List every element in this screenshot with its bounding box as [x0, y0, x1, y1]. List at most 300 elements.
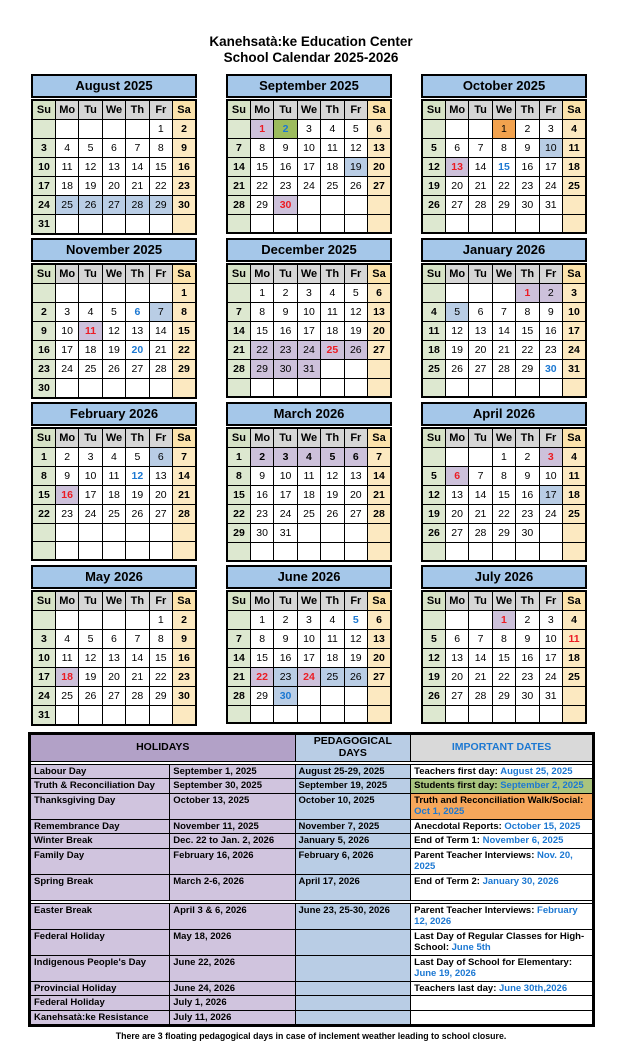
empty-cell	[297, 196, 320, 215]
day-cell: 28	[492, 360, 515, 379]
day-cell: 13	[469, 322, 492, 341]
holiday-date-cell: July 1, 2026	[170, 996, 295, 1011]
day-header-cell: Sa	[563, 100, 586, 120]
day-cell: 24	[55, 360, 78, 379]
day-header-cell: Mo	[250, 591, 273, 611]
day-cell: 5	[344, 284, 367, 303]
empty-cell	[445, 284, 468, 303]
day-cell: 18	[79, 341, 102, 360]
empty-cell	[368, 524, 391, 543]
important-date-value: Oct 1, 2025	[414, 806, 465, 817]
day-cell: 18	[55, 177, 78, 196]
day-cell: 22	[250, 341, 273, 360]
empty-cell	[32, 542, 55, 560]
day-cell: 19	[344, 322, 367, 341]
empty-cell	[368, 686, 391, 705]
day-cell: 1	[250, 120, 273, 139]
day-cell: 29	[149, 686, 172, 705]
day-header-cell: Th	[321, 591, 344, 611]
empty-cell	[297, 705, 320, 723]
day-header-cell: We	[102, 591, 125, 611]
day-cell: 8	[250, 303, 273, 322]
day-cell: 20	[368, 322, 391, 341]
empty-cell	[469, 120, 492, 139]
day-cell: 21	[469, 177, 492, 196]
empty-cell	[368, 196, 391, 215]
day-header-cell: Tu	[274, 428, 297, 448]
day-cell: 7	[469, 467, 492, 486]
month-calendar	[226, 402, 392, 562]
day-cell: 7	[149, 303, 172, 322]
day-cell: 13	[445, 648, 468, 667]
holiday-name-cell: Kanehsatà:ke Resistance	[30, 1010, 170, 1026]
day-header-cell: We	[492, 591, 515, 611]
day-cell: 8	[32, 467, 55, 486]
empty-cell	[563, 379, 586, 397]
empty-cell	[469, 705, 492, 723]
day-cell: 24	[32, 686, 55, 705]
table-row	[30, 929, 594, 955]
day-header-cell: Tu	[79, 428, 102, 448]
day-cell: 4	[563, 448, 586, 467]
day-cell: 21	[227, 667, 250, 686]
day-cell: 9	[516, 139, 539, 158]
day-cell: 17	[274, 486, 297, 505]
day-cell: 7	[173, 448, 196, 467]
important-date-label: Parent Teacher Interviews:	[414, 849, 538, 861]
empty-cell	[102, 610, 125, 629]
day-cell: 16	[55, 486, 78, 505]
day-cell: 18	[102, 486, 125, 505]
holiday-name-cell: Indigenous People's Day	[30, 955, 170, 981]
day-cell: 29	[250, 686, 273, 705]
empty-cell	[55, 610, 78, 629]
empty-cell	[492, 379, 515, 397]
day-cell: 11	[321, 629, 344, 648]
day-cell: 26	[422, 686, 445, 705]
empty-cell	[297, 524, 320, 543]
empty-cell	[79, 705, 102, 725]
day-cell: 3	[55, 303, 78, 322]
day-cell: 9	[173, 139, 196, 158]
day-cell: 4	[563, 120, 586, 139]
day-cell: 7	[469, 629, 492, 648]
empty-cell	[563, 524, 586, 543]
empty-cell	[297, 215, 320, 233]
table-row	[30, 848, 594, 874]
day-header-cell: Tu	[79, 264, 102, 284]
day-cell: 31	[274, 524, 297, 543]
day-cell: 29	[492, 524, 515, 543]
holiday-date-cell: June 22, 2026	[170, 955, 295, 981]
day-header-cell: Mo	[445, 100, 468, 120]
day-cell: 21	[368, 486, 391, 505]
day-cell: 22	[492, 667, 515, 686]
empty-cell	[445, 705, 468, 723]
empty-cell	[149, 524, 172, 542]
empty-cell	[469, 284, 492, 303]
day-cell: 16	[250, 486, 273, 505]
day-header-cell: Fr	[149, 264, 172, 284]
day-cell: 23	[173, 667, 196, 686]
day-cell: 28	[368, 505, 391, 524]
day-header-cell: Sa	[563, 264, 586, 284]
day-cell: 20	[126, 341, 149, 360]
day-cell: 18	[55, 667, 78, 686]
day-cell: 8	[250, 139, 273, 158]
empty-cell	[149, 284, 172, 303]
pedagogical-days-header: PEDAGOGICAL DAYS	[295, 733, 411, 761]
empty-cell	[368, 543, 391, 561]
empty-cell	[321, 196, 344, 215]
important-date-cell	[411, 848, 594, 874]
pedagogical-date-cell: January 5, 2026	[295, 834, 411, 849]
holiday-date-cell: March 2-6, 2026	[170, 874, 295, 900]
day-cell: 9	[274, 139, 297, 158]
day-header-cell: Fr	[539, 264, 562, 284]
day-cell: 31	[539, 196, 562, 215]
empty-cell	[422, 284, 445, 303]
day-cell: 18	[563, 158, 586, 177]
page-title	[0, 34, 622, 66]
empty-cell	[274, 705, 297, 723]
day-header-cell: Sa	[173, 264, 196, 284]
empty-cell	[492, 705, 515, 723]
empty-cell	[321, 543, 344, 561]
important-date-label: Truth and Reconciliation Walk/Social:	[414, 794, 584, 806]
day-header-cell: We	[492, 428, 515, 448]
day-cell: 8	[492, 467, 515, 486]
day-cell: 22	[250, 177, 273, 196]
day-cell: 3	[32, 629, 55, 648]
empty-cell	[297, 543, 320, 561]
day-cell: 14	[469, 158, 492, 177]
day-cell: 14	[173, 467, 196, 486]
day-cell: 10	[297, 303, 320, 322]
empty-cell	[344, 524, 367, 543]
empty-cell	[469, 448, 492, 467]
day-cell: 5	[321, 448, 344, 467]
holidays-header: HOLIDAYS	[30, 733, 296, 761]
day-cell: 14	[149, 322, 172, 341]
day-cell: 24	[79, 505, 102, 524]
empty-cell	[516, 379, 539, 397]
day-header-cell: Mo	[55, 264, 78, 284]
day-cell: 10	[32, 648, 55, 667]
day-cell: 14	[368, 467, 391, 486]
day-cell: 13	[344, 467, 367, 486]
pedagogical-date-cell: October 10, 2025	[295, 793, 411, 819]
empty-cell	[492, 284, 515, 303]
empty-cell	[274, 543, 297, 561]
day-cell: 3	[563, 284, 586, 303]
day-cell: 20	[102, 667, 125, 686]
day-cell: 8	[173, 303, 196, 322]
footer-note: There are 3 floating pedagogical days in case of inclement weather leading to school closure.	[115, 1031, 507, 1041]
day-header-cell: We	[297, 100, 320, 120]
empty-cell	[492, 215, 515, 233]
pedagogical-date-cell: November 7, 2025	[295, 819, 411, 834]
day-cell: 3	[297, 284, 320, 303]
day-cell: 14	[492, 322, 515, 341]
day-cell: 27	[445, 196, 468, 215]
day-header-cell: Su	[32, 428, 55, 448]
day-header-cell: Su	[422, 264, 445, 284]
empty-cell	[344, 543, 367, 561]
day-cell: 17	[539, 648, 562, 667]
day-header-cell: Tu	[274, 264, 297, 284]
day-cell: 30	[274, 360, 297, 379]
month-calendar	[421, 74, 587, 235]
month-calendar	[421, 565, 587, 726]
day-cell: 17	[297, 322, 320, 341]
day-cell: 26	[102, 360, 125, 379]
day-cell: 30	[274, 686, 297, 705]
day-cell: 17	[563, 322, 586, 341]
day-cell: 23	[274, 177, 297, 196]
empty-cell	[55, 284, 78, 303]
important-date-value: June 30th,2026	[499, 982, 568, 994]
empty-cell	[422, 120, 445, 139]
table-row	[30, 955, 594, 981]
month-calendar	[421, 238, 587, 399]
empty-cell	[368, 705, 391, 723]
important-date-value: September 2, 2025	[500, 780, 584, 791]
day-cell: 3	[297, 610, 320, 629]
important-date-label: Parent Teacher Interviews:	[414, 904, 538, 916]
empty-cell	[32, 524, 55, 542]
day-cell: 10	[79, 467, 102, 486]
day-cell: 29	[492, 686, 515, 705]
empty-cell	[321, 705, 344, 723]
day-cell: 26	[344, 341, 367, 360]
day-cell: 15	[250, 648, 273, 667]
important-date-label: End of Term 2:	[414, 875, 483, 887]
day-cell: 12	[79, 648, 102, 667]
empty-cell	[250, 543, 273, 561]
empty-cell	[563, 686, 586, 705]
empty-cell	[79, 284, 102, 303]
day-cell: 6	[102, 139, 125, 158]
day-header-cell: Tu	[79, 591, 102, 611]
empty-cell	[321, 686, 344, 705]
day-header-cell: Sa	[173, 591, 196, 611]
day-cell: 19	[422, 505, 445, 524]
day-cell: 5	[344, 610, 367, 629]
day-cell: 6	[102, 629, 125, 648]
day-cell: 15	[492, 648, 515, 667]
day-cell: 26	[321, 505, 344, 524]
holiday-name-cell: Thanksgiving Day	[30, 793, 170, 819]
important-date-cell	[411, 874, 594, 900]
day-cell: 8	[149, 139, 172, 158]
day-header-cell: Th	[126, 264, 149, 284]
day-cell: 16	[539, 322, 562, 341]
holiday-name-cell: Provincial Holiday	[30, 981, 170, 996]
day-header-cell: We	[102, 100, 125, 120]
day-cell: 13	[126, 322, 149, 341]
day-cell: 25	[563, 177, 586, 196]
day-cell: 15	[149, 648, 172, 667]
empty-cell	[149, 705, 172, 725]
important-date-label: Students first day:	[414, 780, 501, 791]
empty-cell	[173, 524, 196, 542]
day-header-cell: Fr	[539, 428, 562, 448]
day-cell: 5	[79, 139, 102, 158]
day-header-cell: Th	[516, 100, 539, 120]
day-cell: 28	[173, 505, 196, 524]
important-date-cell	[411, 834, 594, 849]
empty-cell	[445, 215, 468, 233]
day-cell: 12	[126, 467, 149, 486]
empty-cell	[102, 524, 125, 542]
day-cell: 24	[297, 667, 320, 686]
important-date-value: February 12, 2026	[414, 904, 578, 927]
holiday-date-cell: September 30, 2025	[170, 779, 295, 794]
day-header-cell: Sa	[368, 100, 391, 120]
day-cell: 16	[32, 341, 55, 360]
day-cell: 11	[297, 467, 320, 486]
day-header-cell: Su	[227, 591, 250, 611]
empty-cell	[173, 215, 196, 235]
day-cell: 16	[173, 158, 196, 177]
day-cell: 17	[55, 341, 78, 360]
day-header-cell: Th	[321, 428, 344, 448]
day-cell: 20	[344, 486, 367, 505]
day-cell: 14	[469, 648, 492, 667]
day-cell: 10	[563, 303, 586, 322]
day-header-cell: Tu	[469, 264, 492, 284]
empty-cell	[126, 524, 149, 542]
month-title: December 2025	[226, 238, 392, 262]
day-cell: 6	[126, 303, 149, 322]
day-cell: 17	[539, 486, 562, 505]
day-cell: 7	[227, 303, 250, 322]
day-cell: 13	[102, 158, 125, 177]
important-date-value: November 6, 2025	[482, 835, 564, 846]
day-cell: 2	[274, 284, 297, 303]
day-cell: 11	[563, 139, 586, 158]
day-cell: 26	[422, 196, 445, 215]
day-cell: 1	[149, 120, 172, 139]
important-date-value: June 19, 2026	[414, 968, 476, 979]
holiday-date-cell: April 3 & 6, 2026	[170, 903, 295, 929]
important-date-label: Last Day of Regular Classes for High-School:	[414, 930, 585, 953]
empty-cell	[297, 379, 320, 397]
empty-cell	[102, 705, 125, 725]
day-cell: 23	[32, 360, 55, 379]
pedagogical-date-cell: September 19, 2025	[295, 779, 411, 794]
day-cell: 23	[539, 341, 562, 360]
day-cell: 5	[422, 139, 445, 158]
important-date-value: August 25, 2025	[500, 765, 573, 777]
day-header-cell: Tu	[274, 591, 297, 611]
day-cell: 19	[102, 341, 125, 360]
day-cell: 23	[173, 177, 196, 196]
day-cell: 27	[344, 505, 367, 524]
empty-cell	[492, 543, 515, 561]
day-header-cell: Tu	[469, 428, 492, 448]
day-cell: 22	[492, 505, 515, 524]
table-row	[30, 779, 594, 794]
day-cell: 18	[297, 486, 320, 505]
day-cell: 15	[32, 486, 55, 505]
day-cell: 7	[469, 139, 492, 158]
holiday-name-cell: Federal Holiday	[30, 996, 170, 1011]
day-header-cell: Fr	[149, 428, 172, 448]
day-cell: 21	[492, 341, 515, 360]
day-cell: 11	[55, 158, 78, 177]
day-cell: 28	[227, 686, 250, 705]
day-cell: 16	[274, 322, 297, 341]
empty-cell	[422, 543, 445, 561]
empty-cell	[445, 120, 468, 139]
day-cell: 22	[32, 505, 55, 524]
day-cell: 6	[368, 120, 391, 139]
month-title: August 2025	[31, 74, 197, 98]
day-cell: 16	[274, 158, 297, 177]
day-cell: 24	[274, 505, 297, 524]
holidays-table	[28, 732, 595, 1028]
day-cell: 30	[250, 524, 273, 543]
important-date-cell	[411, 764, 594, 779]
day-header-cell: Su	[227, 428, 250, 448]
day-header-cell: Sa	[173, 428, 196, 448]
empty-cell	[516, 215, 539, 233]
day-cell: 28	[469, 524, 492, 543]
day-cell: 26	[79, 686, 102, 705]
day-cell: 3	[79, 448, 102, 467]
holiday-date-cell: May 18, 2026	[170, 929, 295, 955]
day-cell: 5	[102, 303, 125, 322]
day-header-cell: Fr	[344, 591, 367, 611]
day-cell: 19	[422, 177, 445, 196]
day-cell: 20	[368, 648, 391, 667]
empty-cell	[227, 705, 250, 723]
empty-cell	[102, 284, 125, 303]
holiday-name-cell: Remembrance Day	[30, 819, 170, 834]
day-cell: 10	[539, 139, 562, 158]
day-cell: 27	[368, 177, 391, 196]
day-cell: 18	[321, 322, 344, 341]
day-cell: 18	[321, 648, 344, 667]
day-cell: 12	[344, 139, 367, 158]
day-cell: 17	[297, 648, 320, 667]
day-cell: 5	[126, 448, 149, 467]
day-header-cell: We	[297, 591, 320, 611]
empty-cell	[250, 705, 273, 723]
table-row	[30, 819, 594, 834]
day-cell: 19	[422, 667, 445, 686]
day-cell: 15	[492, 158, 515, 177]
day-cell: 24	[539, 177, 562, 196]
empty-cell	[563, 705, 586, 723]
day-cell: 29	[516, 360, 539, 379]
day-cell: 22	[492, 177, 515, 196]
month-calendar	[31, 402, 197, 562]
day-cell: 13	[445, 158, 468, 177]
month-title: July 2026	[421, 565, 587, 589]
day-cell: 9	[516, 467, 539, 486]
day-header-cell: Tu	[79, 100, 102, 120]
empty-cell	[79, 610, 102, 629]
day-cell: 12	[422, 486, 445, 505]
day-cell: 14	[126, 158, 149, 177]
day-cell: 2	[173, 610, 196, 629]
day-cell: 4	[563, 610, 586, 629]
day-cell: 31	[539, 686, 562, 705]
day-cell: 3	[274, 448, 297, 467]
